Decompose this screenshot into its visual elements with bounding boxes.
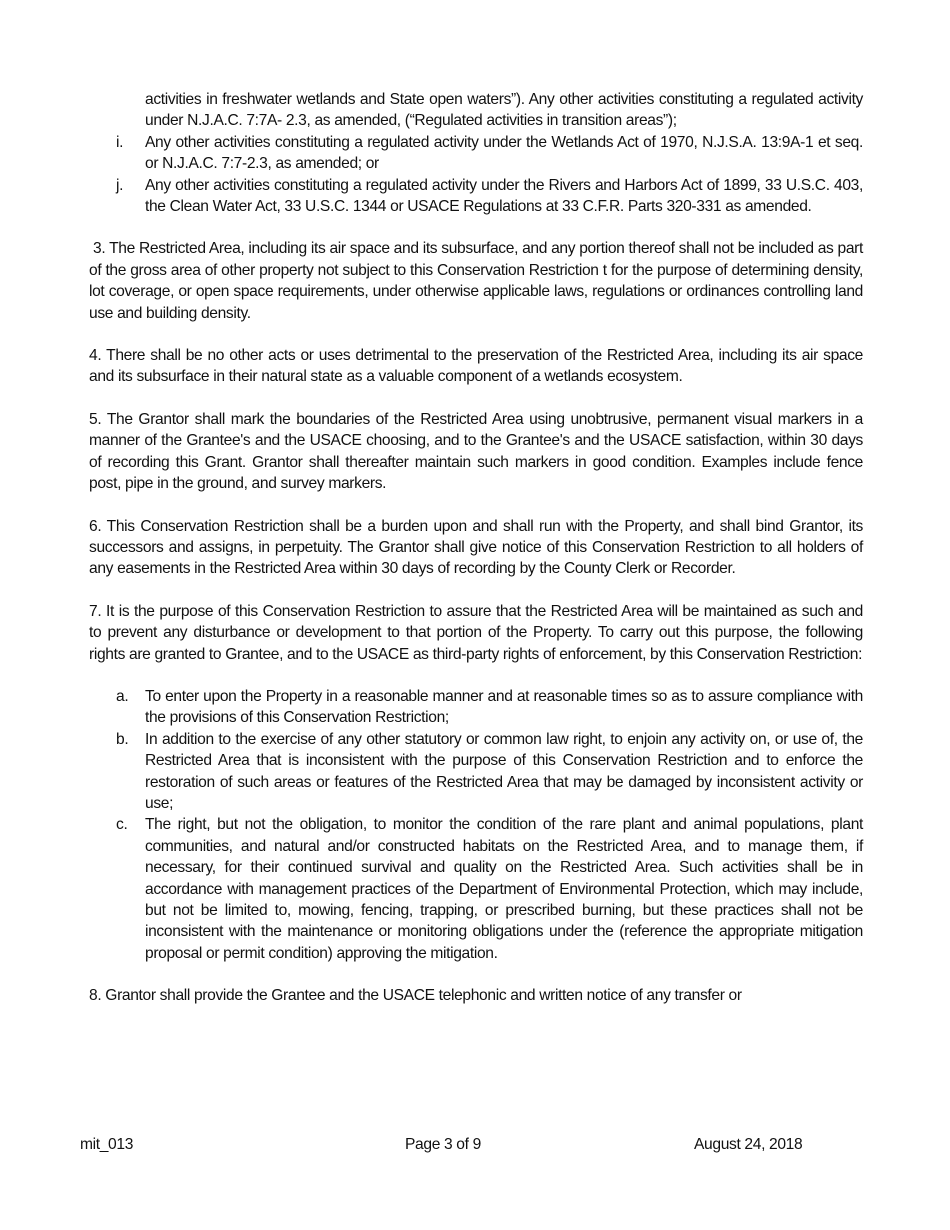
document-body: [89, 89, 867, 1007]
paragraph-3: 3. The Restricted Area, including its air space and its subsurface, and any portion thereof shall not be included as part of the gross area of other property not subject to this Conservation Restriction t for the purpose of determining density, lot coverage, or open space requirements, under otherwise applicable laws, regulations or ordinances controlling land use and building density.: [89, 240, 867, 322]
paragraph-7: 7. It is the purpose of this Conservation Restriction to assure that the Restricted Area will be maintained as such and to prevent any disturbance or development to that portion of the Property. To carry out this purpose, the following rights are granted to Grantee, and to the USACE as third-party rights of enforcement, by this Conservation Restriction:: [89, 602, 863, 663]
list-marker: j.: [116, 176, 124, 194]
list-item-c: [116, 814, 863, 964]
list-item-j: [116, 175, 863, 218]
paragraph-6: 6. This Conservation Restriction shall be a burden upon and shall run with the Property, and shall bind Grantor, its successors and assigns, in perpetuity. The Grantor shall give notice of this Conservation Restriction to all holders of any easements in the Restricted Area within 30 days of recording by the County Clerk or Recorder.: [89, 517, 863, 578]
list-marker: b.: [116, 730, 129, 748]
list-item-text: In addition to the exercise of any other statutory or common law right, to enjoin any activity on, or use of, the Restricted Area that is inconsistent with the purpose of this Conservation Restriction and to enforce the restoration of such areas or features of the Restricted Area that may be damaged by inconsistent activity or use;: [145, 730, 863, 812]
continuation-text: activities in freshwater wetlands and State open waters”). Any other activities constituting a regulated activity under N.J.A.C. 7:7A- 2.3, as amended, (“Regulated activities in transition areas”);: [145, 91, 863, 130]
list-marker: c.: [116, 816, 128, 834]
list-item-i: [116, 132, 863, 175]
footer-doc-id: mit_013: [80, 1136, 134, 1153]
list-item-text: Any other activities constituting a regulated activity under the Wetlands Act of 1970, N.J.S.A. 13:9A-1 et seq. or N.J.A.C. 7:7-2.3, as amended; or: [145, 133, 863, 173]
list-item-text: To enter upon the Property in a reasonable manner and at reasonable times so as to assure compliance with the provisions of this Conservation Restriction;: [145, 687, 863, 727]
page-footer: [80, 1136, 880, 1158]
list-item-text: Any other activities constituting a regulated activity under the Rivers and Harbors Act of 1899, 33 U.S.C. 403, the Clean Water Act, 33 U.S.C. 1344 or USACE Regulations at 33 C.F.R. Parts 320-331 as amended.: [145, 176, 863, 216]
list-item-a: [116, 686, 863, 729]
list-item-b: [116, 729, 863, 815]
paragraph-8: 8. Grantor shall provide the Grantee and the USACE telephonic and written notice of any transfer or: [89, 987, 742, 1005]
list-marker: i.: [116, 133, 124, 151]
footer-page-number: Page 3 of 9: [405, 1136, 481, 1153]
list-item-text: The right, but not the obligation, to monitor the condition of the rare plant and animal populations, plant communities, and natural and/or constructed habitats on the Restricted Area, and to manage them, if necessary, for their continued survival and quality on the Restricted Area. Such activities shall be in accordance with management practices of the Department of Environmental Protection, which may include, but not be limited to, mowing, fencing, trapping, or prescribed burning, but these practices shall not be inconsistent with the maintenance or monitoring obligations under the (reference the appropriate mitigation proposal or permit condition) approving the mitigation.: [145, 816, 863, 962]
list-marker: a.: [116, 687, 129, 705]
paragraph-4: 4. There shall be no other acts or uses detrimental to the preservation of the Restricted Area, including its air space and its subsurface in their natural state as a valuable component of a wetlands ecosystem.: [89, 347, 863, 386]
footer-date: August 24, 2018: [694, 1136, 803, 1153]
paragraph-5: 5. The Grantor shall mark the boundaries of the Restricted Area using unobtrusive, permanent visual markers in a manner of the Grantee's and the USACE choosing, and to the Grantee's and the USACE satisfaction, within 30 days of recording this Grant. Grantor shall thereafter maintain such markers in good condition. Examples include fence post, pipe in the ground, and survey markers.: [89, 410, 863, 493]
rights-list: [89, 686, 863, 964]
